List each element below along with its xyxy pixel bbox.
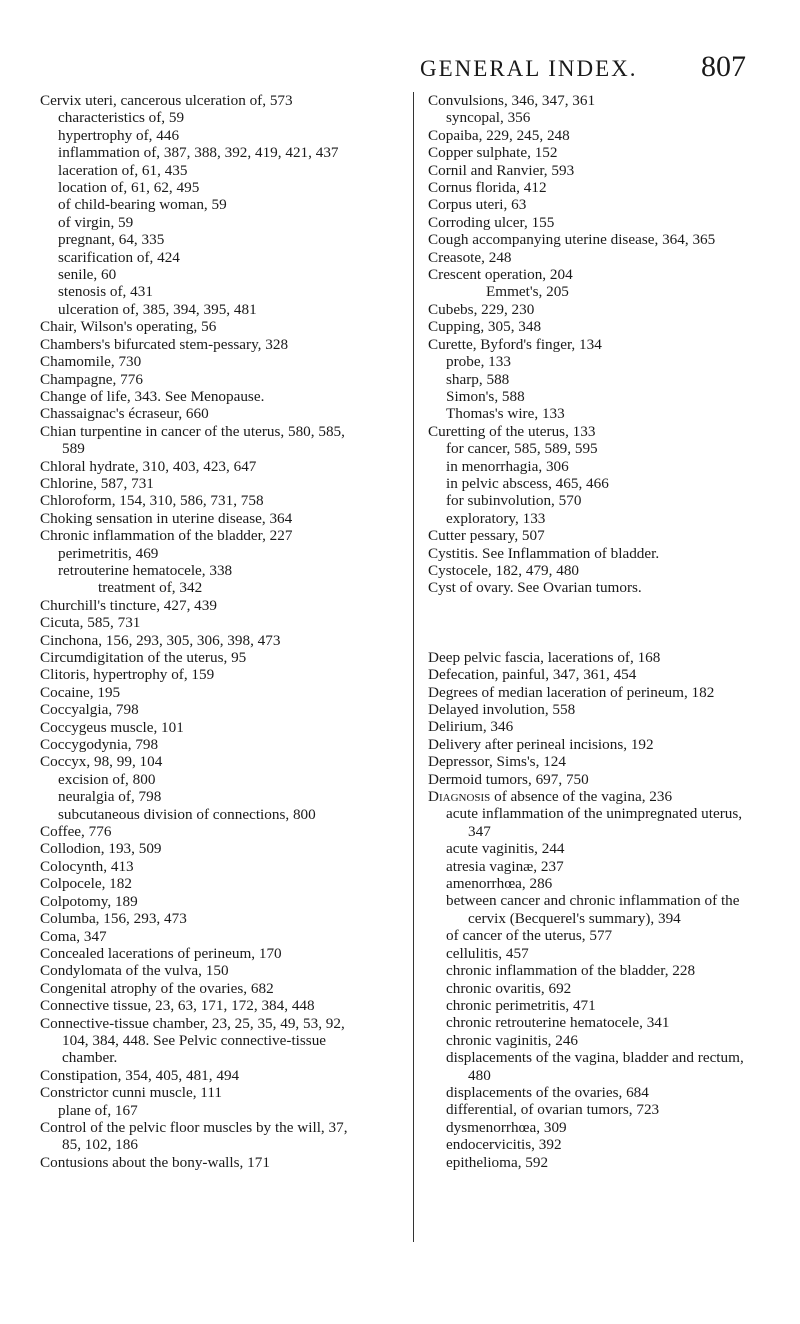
index-subentry: perimetritis, 469 (58, 544, 159, 562)
index-subentry: subcutaneous division of connections, 800 (58, 805, 316, 823)
index-entry: Corpus uteri, 63 (428, 196, 527, 214)
index-entry: Defecation, painful, 347, 361, 454 (428, 666, 637, 684)
index-subentry: displacements of the vagina, bladder and rectum, 480 (446, 1049, 744, 1084)
index-entry: Cough accompanying uterine disease, 364, 365 (428, 231, 716, 249)
index-entry: Clitoris, hypertrophy of, 159 (40, 666, 215, 684)
index-entry: Curetting of the uterus, 133 (428, 422, 596, 440)
index-entry: Depressor, Sims's, 124 (428, 753, 566, 771)
index-subentry: syncopal, 356 (446, 109, 531, 127)
index-entry: Coffee, 776 (40, 823, 112, 841)
index-subentry: chronic ovaritis, 692 (446, 979, 572, 997)
index-column-left (40, 92, 360, 1171)
index-entry: Colpocele, 182 (40, 875, 132, 893)
index-entry: Coccyalgia, 798 (40, 701, 139, 719)
index-entry: Cinchona, 156, 293, 305, 306, 398, 473 (40, 631, 281, 649)
index-subentry: characteristics of, 59 (58, 109, 185, 127)
index-entry: Coma, 347 (40, 927, 107, 945)
index-entry: Champagne, 776 (40, 370, 143, 388)
index-subentry: chronic vaginitis, 246 (446, 1031, 579, 1049)
index-subentry: stenosis of, 431 (58, 283, 153, 301)
index-entry: Control of the pelvic floor muscles by the will, 37, 85, 102, 186 (40, 1118, 348, 1154)
index-subentry: displacements of the ovaries, 684 (446, 1083, 649, 1101)
index-entry: Delayed involution, 558 (428, 701, 576, 718)
index-subentry: of virgin, 59 (58, 213, 134, 231)
index-entry: Creasote, 248 (428, 248, 512, 266)
index-entry: Connective-tissue chamber, 23, 25, 35, 49, 53, 92, 104, 384, 448. See Pelvic connective-tissue chamber. (40, 1014, 345, 1067)
index-entry: Connective tissue, 23, 63, 171, 172, 384, 448 (40, 997, 315, 1015)
index-subentry: plane of, 167 (58, 1101, 138, 1119)
index-subentry: in pelvic abscess, 465, 466 (446, 474, 609, 492)
index-entry: Coccyx, 98, 99, 104 (40, 753, 163, 771)
index-subentry: chronic perimetritis, 471 (446, 996, 596, 1014)
index-entry: Cupping, 305, 348 (428, 318, 542, 336)
index-subentry: laceration of, 61, 435 (58, 161, 188, 179)
index-entry: Contusions about the bony-walls, 171 (40, 1153, 270, 1171)
index-subentry: amenorrhœa, 286 (446, 875, 553, 893)
index-subentry: for cancer, 585, 589, 595 (446, 440, 598, 458)
index-subentry: acute inflammation of the unimpregnated uterus, 347 (446, 805, 743, 840)
index-entry: Cornil and Ranvier, 593 (428, 161, 575, 179)
index-entry: Corroding ulcer, 155 (428, 213, 555, 231)
index-subentry: senile, 60 (58, 266, 117, 284)
index-section-c (428, 92, 768, 597)
index-entry: Chambers's bifurcated stem-pessary, 328 (40, 335, 289, 353)
index-subentry: inflammation of, 387, 388, 392, 419, 421, 437 (58, 144, 339, 162)
index-entry: Crescent operation, 204 (428, 266, 573, 284)
index-entry: Cystocele, 182, 479, 480 (428, 561, 580, 579)
index-entry: Chloroform, 154, 310, 586, 731, 758 (40, 492, 264, 510)
index-subentry: hypertrophy of, 446 (58, 126, 180, 144)
index-subentry: sharp, 588 (446, 370, 510, 388)
index-entry: Curette, Byford's finger, 134 (428, 335, 602, 353)
index-entry: Degrees of median laceration of perineum, 182 (428, 683, 715, 701)
index-entry: Colpotomy, 189 (40, 892, 138, 910)
index-entry: Copaiba, 229, 245, 248 (428, 126, 570, 144)
index-entry: Cocaine, 195 (40, 683, 121, 701)
index-entry: Cubebs, 229, 230 (428, 300, 535, 318)
index-entry: Cornus florida, 412 (428, 179, 547, 197)
column-divider (413, 92, 414, 1242)
index-entry: Dermoid tumors, 697, 750 (428, 770, 589, 788)
index-entry: Coccygeus muscle, 101 (40, 718, 184, 736)
index-subentry: pregnant, 64, 335 (58, 231, 165, 249)
index-entry: Chloral hydrate, 310, 403, 423, 647 (40, 457, 257, 475)
index-subentry: chronic retrouterine hematocele, 341 (446, 1014, 670, 1032)
index-entry: Chian turpentine in cancer of the uterus, 580, 585, 589 (40, 422, 345, 458)
index-entry: Congenital atrophy of the ovaries, 682 (40, 979, 274, 997)
index-entry: Constipation, 354, 405, 481, 494 (40, 1066, 240, 1084)
index-entry: Diagnosis of absence of the vagina, 236 (428, 788, 673, 806)
index-entry: Convulsions, 346, 347, 361 (428, 92, 596, 109)
index-entry: Circumdigitation of the uterus, 95 (40, 649, 247, 666)
index-subentry: acute vaginitis, 244 (446, 840, 565, 858)
index-subentry: Thomas's wire, 133 (446, 405, 565, 423)
index-subentry: differential, of ovarian tumors, 723 (446, 1101, 660, 1119)
index-entry: Cyst of ovary. See Ovarian tumors. (428, 579, 642, 597)
index-subentry: cellulitis, 457 (446, 944, 529, 962)
index-entry: Concealed lacerations of perineum, 170 (40, 944, 282, 962)
index-subentry: Emmet's, 205 (486, 283, 569, 301)
index-subentry: treatment of, 342 (98, 579, 203, 597)
index-subentry: chronic inflammation of the bladder, 228 (446, 962, 696, 980)
index-subentry: endocervicitis, 392 (446, 1136, 562, 1154)
index-column-right (428, 92, 768, 1171)
index-entry: Deep pelvic fascia, lacerations of, 168 (428, 648, 661, 666)
index-entry: Collodion, 193, 509 (40, 840, 162, 858)
index-entry: Chlorine, 587, 731 (40, 474, 154, 492)
index-subentry: scarification of, 424 (58, 248, 180, 266)
index-subentry: of cancer of the uterus, 577 (446, 927, 613, 945)
index-subentry: atresia vaginæ, 237 (446, 857, 564, 875)
index-entry: Delivery after perineal incisions, 192 (428, 735, 654, 753)
running-title: GENERAL INDEX. (420, 56, 638, 81)
page-header (420, 50, 746, 84)
index-entry: Cicuta, 585, 731 (40, 614, 141, 632)
index-subentry: location of, 61, 62, 495 (58, 179, 200, 197)
index-entry: Colocynth, 413 (40, 857, 134, 875)
index-subentry: excision of, 800 (58, 770, 156, 788)
index-subentry: in menorrhagia, 306 (446, 457, 569, 475)
index-entry: Columba, 156, 293, 473 (40, 910, 187, 928)
index-entry: Chair, Wilson's operating, 56 (40, 318, 217, 336)
index-entry: Condylomata of the vulva, 150 (40, 962, 229, 980)
index-entry: Constrictor cunni muscle, 111 (40, 1084, 222, 1102)
index-entry: Change of life, 343. See Menopause. (40, 387, 265, 405)
index-entry: Coccygodynia, 798 (40, 736, 159, 754)
index-entry: Copper sulphate, 152 (428, 144, 558, 162)
page-number: 807 (701, 50, 746, 83)
index-subentry: retrouterine hematocele, 338 (58, 561, 233, 579)
index-entry: Cutter pessary, 507 (428, 527, 545, 545)
index-subentry: between cancer and chronic inflammation of the cervix (Becquerel's summary), 394 (446, 892, 740, 927)
index-entry: Churchill's tincture, 427, 439 (40, 596, 217, 614)
index-entry: Delirium, 346 (428, 718, 514, 736)
index-subentry: exploratory, 133 (446, 509, 546, 527)
index-subentry: dysmenorrhœa, 309 (446, 1118, 567, 1136)
index-entry: Cervix uteri, cancerous ulceration of, 573 (40, 92, 293, 109)
index-subentry: epithelioma, 592 (446, 1153, 549, 1171)
index-subentry: Simon's, 588 (446, 387, 525, 405)
index-subentry: ulceration of, 385, 394, 395, 481 (58, 300, 257, 318)
index-entry: Chamomile, 730 (40, 353, 142, 371)
index-subentry: for subinvolution, 570 (446, 492, 582, 510)
index-entry: Chronic inflammation of the bladder, 227 (40, 527, 293, 545)
index-section-d (428, 649, 768, 1171)
section-gap (428, 597, 768, 649)
index-entry: Chassaignac's écraseur, 660 (40, 405, 209, 423)
index-subentry: neuralgia of, 798 (58, 788, 162, 806)
index-entry: Cystitis. See Inflammation of bladder. (428, 544, 660, 562)
index-subentry: of child-bearing woman, 59 (58, 196, 227, 214)
index-entry: Choking sensation in uterine disease, 364 (40, 509, 293, 527)
index-subentry: probe, 133 (446, 353, 511, 371)
